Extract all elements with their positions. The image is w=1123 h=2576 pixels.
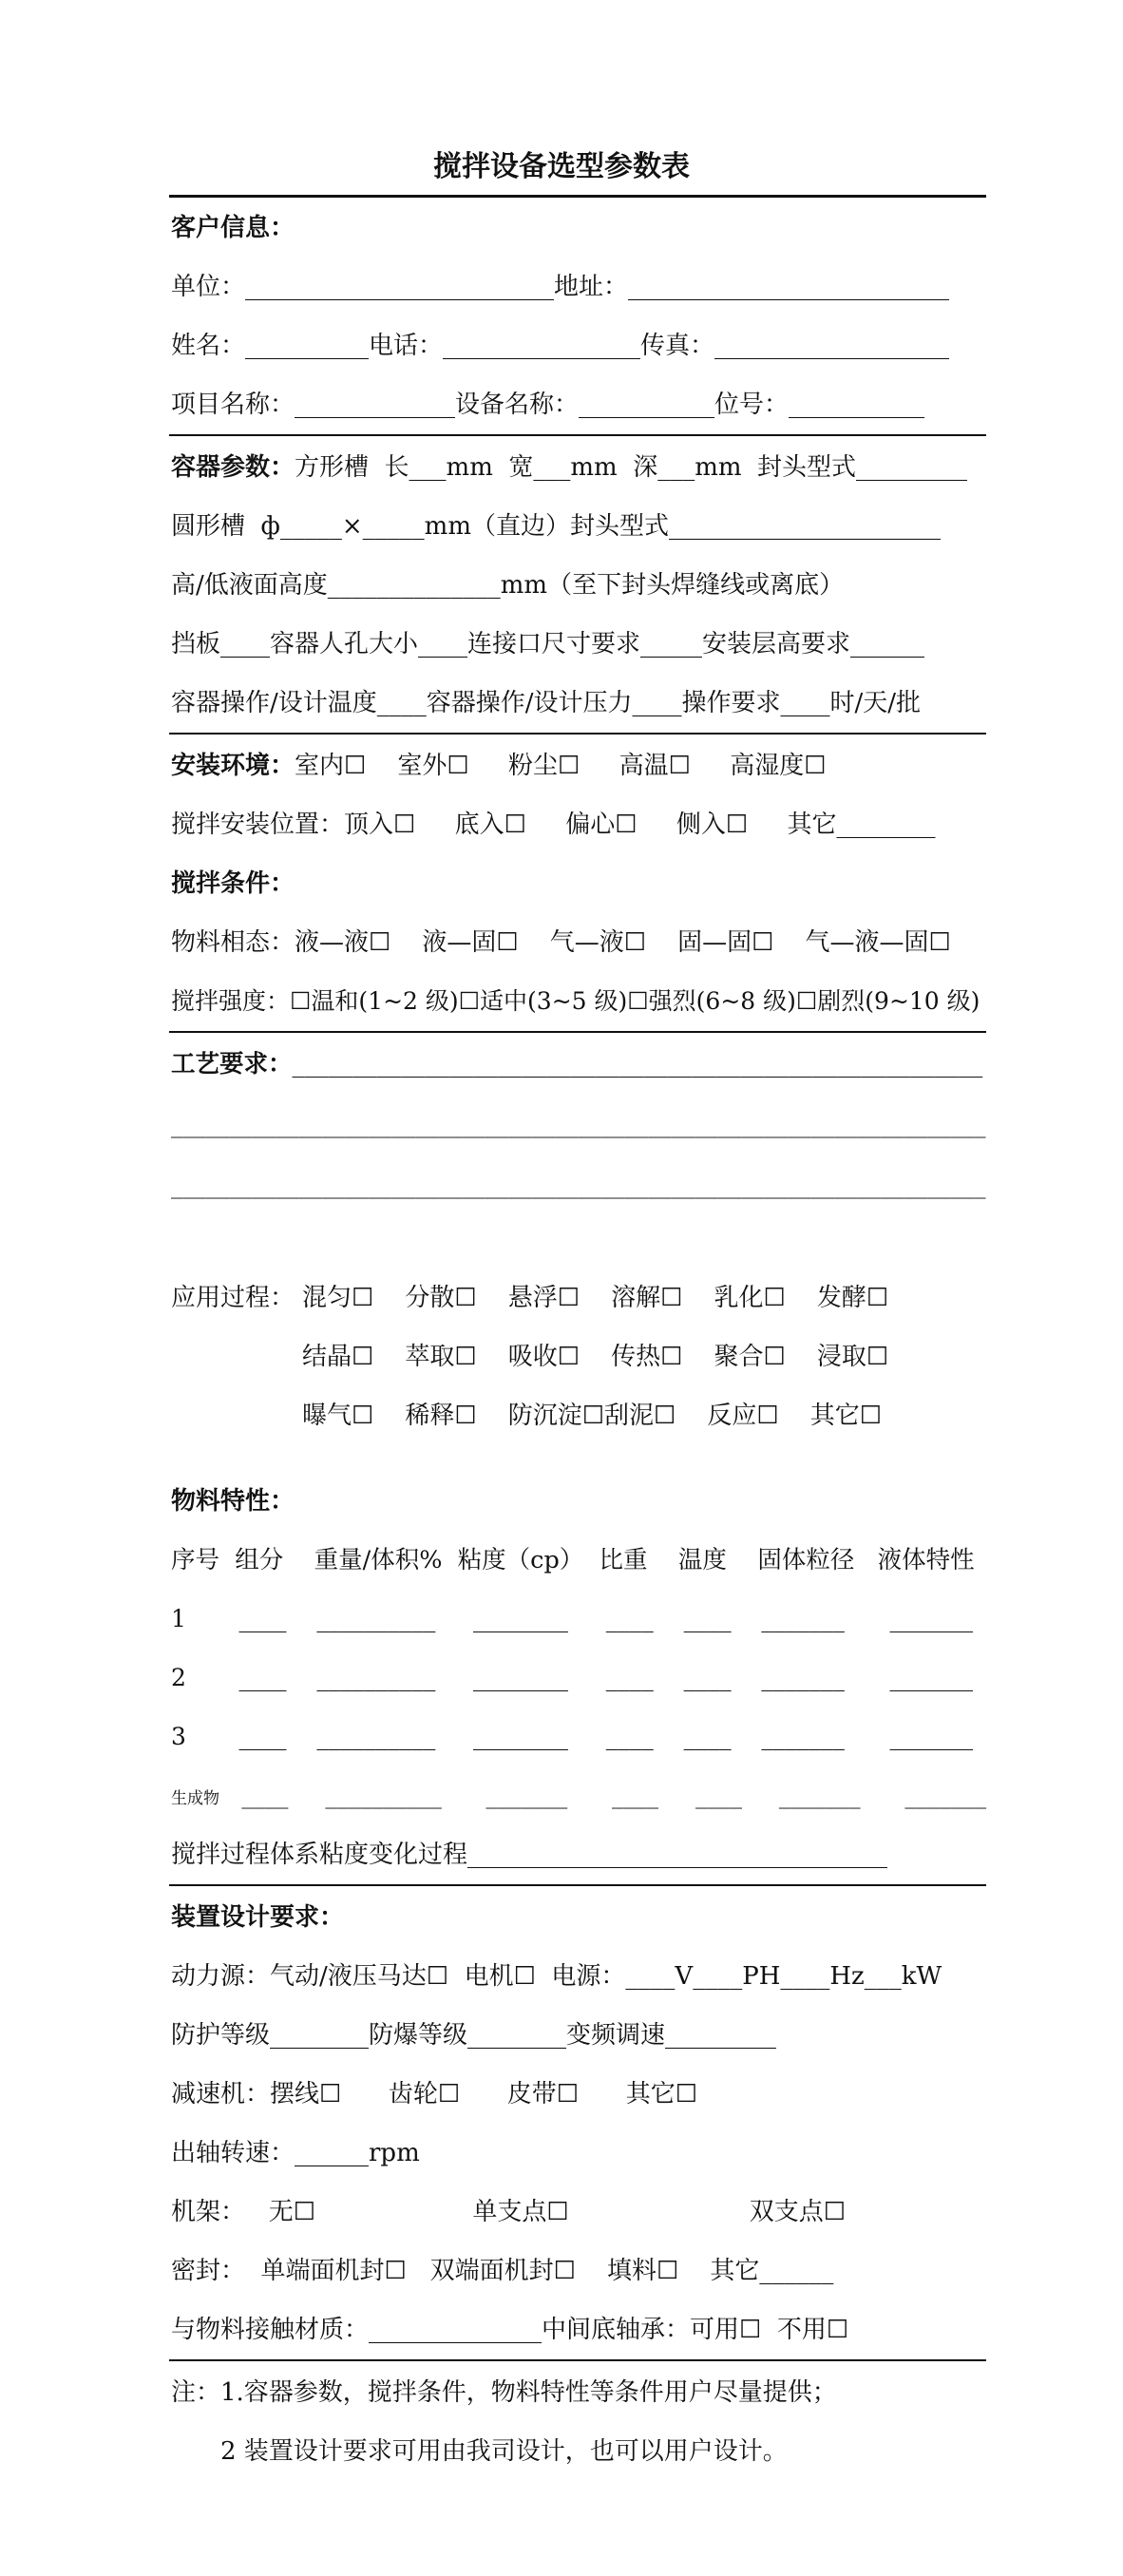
device-output-speed: 出轴转速：______rpm — [171, 2139, 420, 2167]
device-protection: 防护等级________防爆等级________变频调速_________ — [171, 2021, 777, 2050]
customer-line-name-phone-fax: 姓名：__________电话：________________传真：___________________ — [171, 332, 950, 360]
divider — [169, 195, 986, 198]
divider — [169, 1031, 986, 1033]
process-blank: _________________________________________________________ — [292, 1050, 983, 1078]
application-row-2: 结晶☐ 萃取☐ 吸收☐ 传热☐ 聚合☐ 浸取☐ — [302, 1343, 889, 1371]
vessel-operation: 容器操作/设计温度____容器操作/设计压力____操作要求____时/天/批 — [171, 689, 922, 717]
application-row-1: 混匀☐ 分散☐ 悬浮☐ 溶解☐ 乳化☐ 发酵☐ — [302, 1284, 889, 1312]
customer-line-project: 项目名称：_____________设备名称：___________位号：___________ — [171, 391, 925, 419]
process-heading: 工艺要求： — [171, 1050, 293, 1078]
install-environment-options: 室内☐ 室外☐ 粉尘☐ 高温☐ 高湿度☐ — [295, 752, 827, 780]
install-position: 搅拌安装位置：顶入☐ 底入☐ 偏心☐ 侧入☐ 其它________ — [171, 811, 936, 839]
vessel-baffle: 挡板____容器人孔大小____连接口尺寸要求_____安装层高要求______ — [171, 630, 925, 658]
install-heading: 安装环境： — [171, 752, 295, 780]
vessel-liquid-level: 高/低液面高度______________mm（至下封头焊缝线或离底） — [171, 571, 845, 600]
material-row-3: 3 ____ __________ ________ ____ ____ _______ _______ — [171, 1723, 974, 1750]
vessel-heading: 容器参数： — [171, 453, 295, 482]
material-heading: 物料特性： — [171, 1487, 295, 1516]
material-product-row — [171, 1777, 986, 1818]
material-viscosity-change: 搅拌过程体系粘度变化过程__________________________________ — [171, 1841, 888, 1869]
device-contact-material: 与物料接触材质：______________中间底轴承：可用☐ 不用☐ — [171, 2316, 849, 2344]
material-table-header: 序号 组分 重量/体积% 粘度（cp） 比重 温度 固体粒径 液体特性 — [171, 1546, 975, 1574]
device-power: 动力源：气动/液压马达☐ 电机☐ 电源：____V____PH____Hz___kW — [171, 1962, 942, 1991]
device-reducer: 减速机：摆线☐ 齿轮☐ 皮带☐ 其它☐ — [171, 2080, 697, 2109]
application-row-3: 曝气☐ 稀释☐ 防沉淀☐刮泥☐ 反应☐ 其它☐ — [302, 1402, 883, 1430]
install-line-1 — [171, 747, 827, 785]
vessel-line-1 — [171, 448, 967, 487]
mixing-phase: 物料相态：液—液☐ 液—固☐ 气—液☐ 固—固☐ 气—液—固☐ — [171, 928, 951, 957]
product-blanks: ____ __________ _______ ____ ____ _______ _______ — [241, 1782, 987, 1809]
process-blank-line: ______________________________________________________________________ — [171, 1111, 986, 1138]
divider — [169, 1884, 986, 1886]
note-1: 注：1.容器参数，搅拌条件，物料特性等条件用户尽量提供； — [171, 2378, 837, 2407]
application-label: 应用过程： — [171, 1284, 295, 1312]
divider — [169, 733, 986, 735]
material-row-1: 1 ____ __________ ________ ____ ____ _______ _______ — [171, 1605, 974, 1632]
material-row-2: 2 ____ __________ ________ ____ ____ _______ _______ — [171, 1664, 974, 1691]
divider — [169, 434, 986, 436]
process-blank-line: ______________________________________________________________________ — [171, 1172, 986, 1199]
process-line-1 — [171, 1045, 982, 1083]
device-seal: 密封： 单端面机封☐ 双端面机封☐ 填料☐ 其它______ — [171, 2257, 834, 2285]
product-label: 生成物 — [171, 1789, 219, 1808]
divider — [169, 2359, 986, 2361]
customer-heading: 客户信息： — [171, 214, 295, 242]
form-title: 搅拌设备选型参数表 — [433, 150, 690, 183]
vessel-square-tank: 方形槽 长___mm 宽___mm 深___mm 封头型式_________ — [295, 453, 968, 482]
vessel-round-tank: 圆形槽 ф_____×_____mm（直边）封头型式______________________ — [171, 512, 941, 541]
device-heading: 装置设计要求： — [171, 1903, 345, 1932]
note-2: 2 装置设计要求可用由我司设计，也可以用户设计。 — [220, 2437, 788, 2466]
device-frame: 机架： 无☐ 单支点☐ 双支点☐ — [171, 2198, 847, 2226]
mixing-intensity: 搅拌强度：☐温和(1~2 级)☐适中(3~5 级)☐强烈(6~8 级)☐剧烈(9~10 级) — [171, 987, 980, 1015]
mixing-heading: 搅拌条件： — [171, 869, 295, 898]
customer-line-unit-address: 单位：_________________________地址：__________________________ — [171, 273, 950, 301]
